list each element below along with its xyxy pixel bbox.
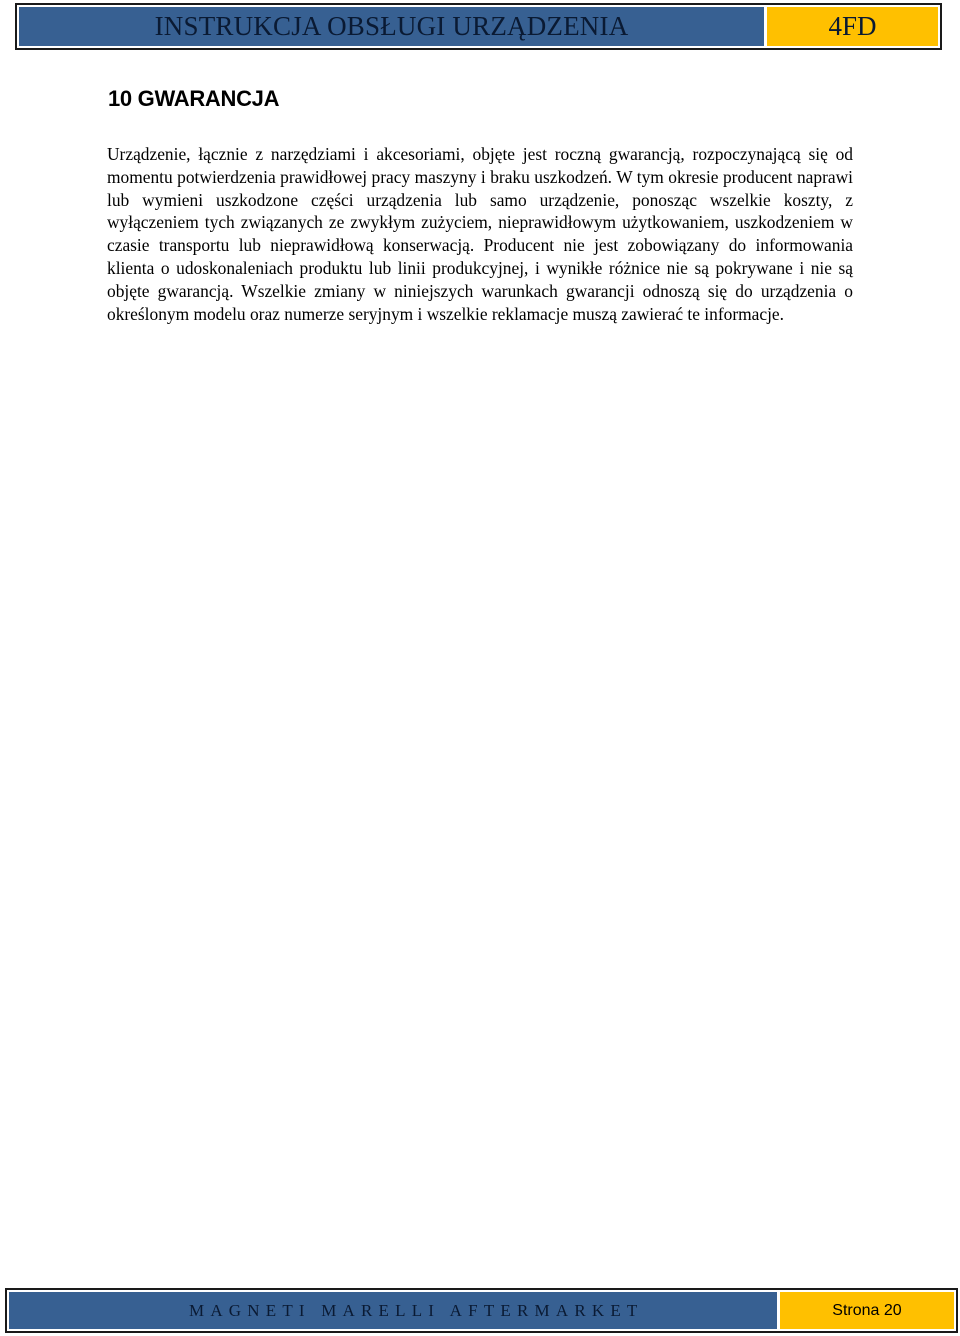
- warranty-paragraph: Urządzenie, łącznie z narzędziami i akcesoriami, objęte jest roczną gwarancją, rozpoczynającą się od momentu potwierdzenia prawidłowej pracy maszyny i braku uszkodzeń. W tym okresie producent naprawi lub wymieni uszkodzone części urządzenia lub samo urządzenie, ponosząc wszelkie koszty, z wyłączeniem tych związanych ze zwykłym zużyciem, nieprawidłowym użytkowaniem, uszkodzeniem w czasie transportu lub nieprawidłową konserwacją. Producent nie jest zobowiązany do informowania klienta o udoskonaleniach produktu lub linii produkcyjnej, i wynikłe różnice nie są pokrywane i nie są objęte gwarancją. Wszelkie zmiany w niniejszych warunkach gwarancji odnoszą się do urządzenia o określonym modelu oraz numerze seryjnym i wszelkie reklamacje muszą zawierać te informacje.: [107, 144, 853, 324]
- page-number: Strona 20: [780, 1292, 954, 1329]
- page-header: [15, 3, 942, 50]
- page-footer: [5, 1288, 958, 1333]
- model-code: 4FD: [767, 7, 938, 46]
- section-heading: 10 GWARANCJA: [108, 86, 280, 111]
- manual-title: INSTRUKCJA OBSŁUGI URZĄDZENIA: [19, 7, 764, 46]
- footer-brand: MAGNETI MARELLI AFTERMARKET: [9, 1292, 777, 1329]
